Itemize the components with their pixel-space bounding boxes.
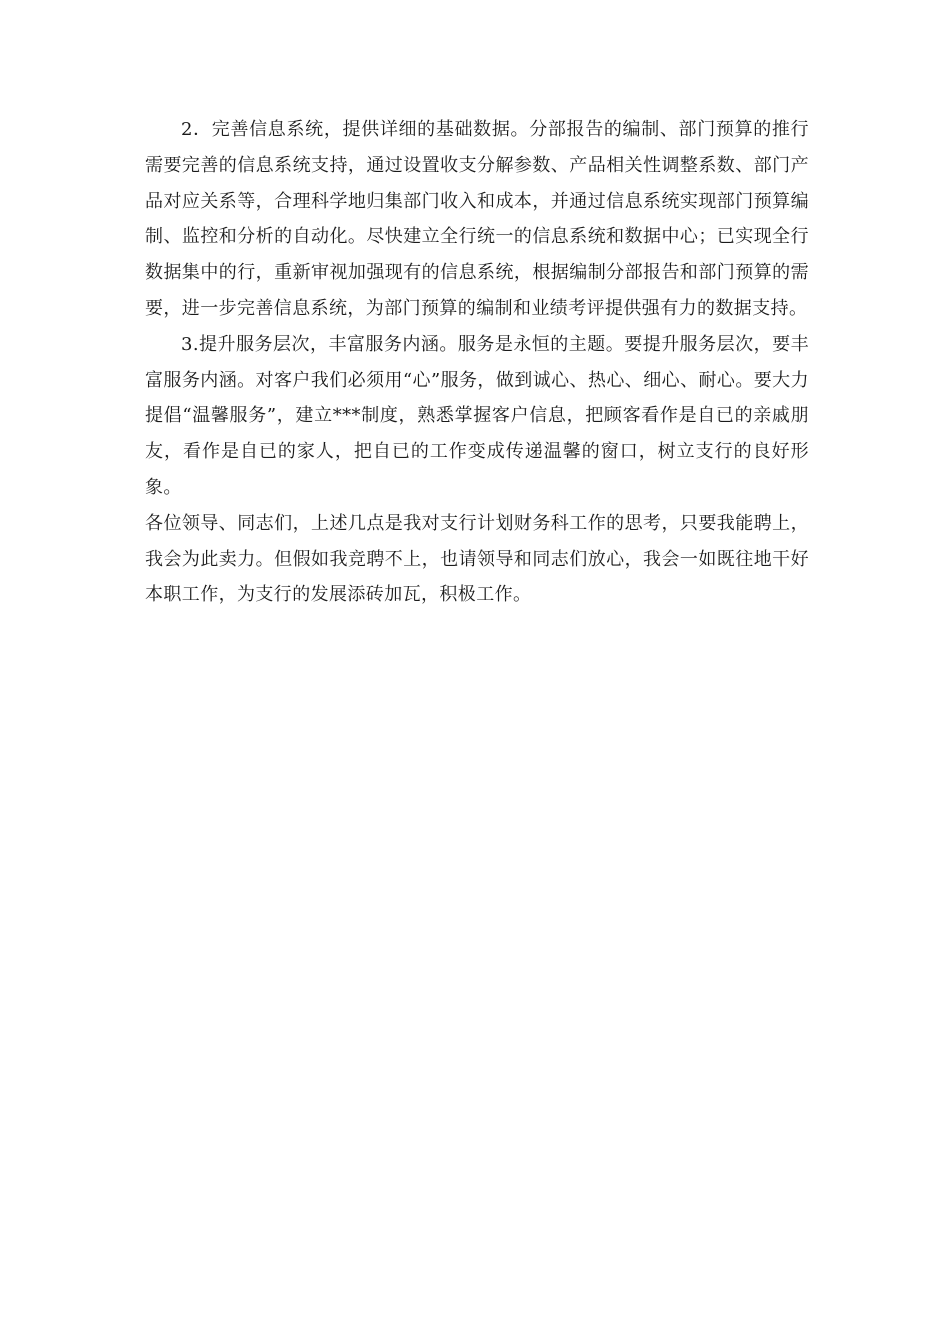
paragraph-service-level: 3.提升服务层次，丰富服务内涵。服务是永恒的主题。要提升服务层次，要丰富服务内涵。对客户我们必须用“心”服务，做到诚心、热心、细心、耐心。要大力提倡“温馨服务”，建立***制度，熟悉掌握客户信息，把顾客看作是自已的亲戚朋友，看作是自已的家人，把自已的工作变成传递温馨的窗口，树立支行的良好形象。 xyxy=(145,333,809,498)
paragraph-information-system: 2．完善信息系统，提供详细的基础数据。分部报告的编制、部门预算的推行需要完善的信息系统支持，通过设置收支分解参数、产品相关性调整系数、部门产品对应关系等，合理科学地归集部门收入和成本，并通过信息系统实现部门预算编制、监控和分析的自动化。尽快建立全行统一的信息系统和数据中心；已实现全行数据集中的行，重新审视加强现有的信息系统，根据编制分部报告和部门预算的需要，进一步完善信息系统，为部门预算的编制和业绩考评提供强有力的数据支持。 xyxy=(145,119,809,319)
document-body xyxy=(145,112,809,613)
paragraph-closing-remarks: 各位领导、同志们，上述几点是我对支行计划财务科工作的思考，只要我能聘上，我会为此卖力。但假如我竞聘不上，也请领导和同志们放心，我会一如既往地干好本职工作，为支行的发展添砖加瓦，积极工作。 xyxy=(145,512,809,606)
